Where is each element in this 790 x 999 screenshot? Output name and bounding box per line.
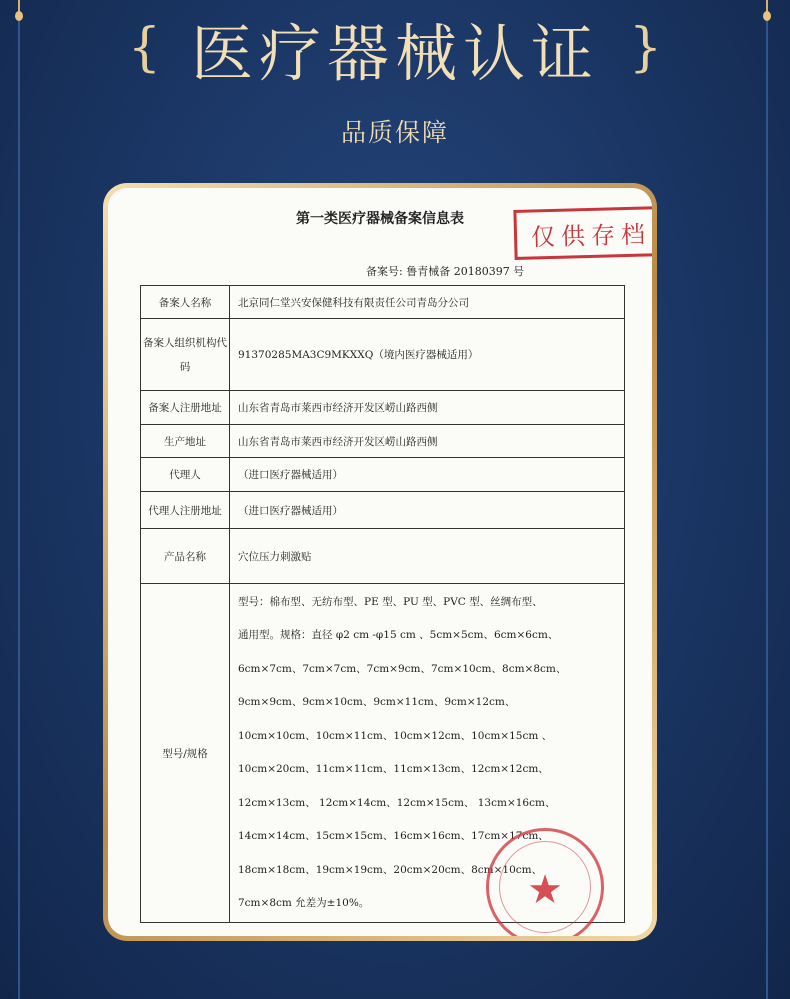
spec-line: 10cm×10cm、10cm×11cm、10cm×12cm、10cm×15cm 、 (238, 729, 553, 742)
row-label: 生产地址 (141, 425, 230, 458)
spec-line: 通用型。规格：直径 φ2 cm -φ15 cm 、5cm×5cm、6cm×6cm、 (238, 629, 559, 641)
right-border-line (766, 0, 768, 999)
certificate-frame (103, 183, 657, 941)
spec-label: 型号/规格 (141, 584, 230, 923)
row-label: 产品名称 (141, 529, 230, 584)
record-number: 备案号: 鲁青械备 20180397 号 (366, 265, 525, 278)
row-label: 代理人注册地址 (141, 492, 230, 529)
table-row (141, 286, 625, 319)
spec-line: 14cm×14cm、15cm×15cm、16cm×16cm、17cm×17cm、 (238, 830, 549, 842)
archive-stamp: 仅供存档 (513, 206, 652, 260)
info-table (140, 285, 625, 923)
row-label: 代理人 (141, 458, 230, 492)
spec-line: 6cm×7cm、7cm×7cm、7cm×9cm、7cm×10cm、8cm×8cm、 (238, 662, 567, 675)
brace-right: } (629, 18, 663, 78)
left-border-line (18, 0, 20, 999)
spec-line: 12cm×13cm、 12cm×14cm、12cm×15cm、 13cm×16cm、 (238, 796, 556, 809)
row-value: 山东省青岛市莱西市经济开发区崂山路西侧 (230, 391, 625, 425)
spec-line: 7cm×8cm 允差为±10%。 (238, 897, 370, 909)
row-value: 山东省青岛市莱西市经济开发区崂山路西侧 (230, 425, 625, 458)
page-subtitle: 品质保障 (340, 118, 449, 147)
company-seal (486, 828, 604, 936)
brace-left: { (127, 18, 161, 78)
table-row (141, 492, 625, 529)
certificate-document (108, 188, 652, 936)
row-value: 穴位压力刺激贴 (230, 529, 625, 584)
document-title: 第一类医疗器械备案信息表 (296, 211, 464, 227)
row-value: 91370285MA3C9MKXXQ（境内医疗器械适用） (230, 319, 625, 391)
row-value: （进口医疗器械适用） (230, 492, 625, 529)
spec-line: 10cm×20cm、11cm×11cm、11cm×13cm、12cm×12cm、 (238, 763, 549, 775)
page-title: 医疗器械认证 (190, 16, 599, 90)
row-label: 备案人注册地址 (141, 391, 230, 425)
table-row (141, 458, 625, 492)
seal-star-icon: ★ (527, 867, 563, 913)
spec-line: 9cm×9cm、9cm×10cm、9cm×11cm、9cm×12cm、 (238, 696, 516, 708)
table-row (141, 529, 625, 584)
table-row (141, 391, 625, 425)
page-header (0, 8, 790, 88)
table-row (141, 425, 625, 458)
table-row (141, 319, 625, 391)
spec-line: 型号：棉布型、无纺布型、PE 型、PU 型、PVC 型、丝绸布型、 (238, 595, 543, 608)
row-label: 备案人名称 (141, 286, 230, 319)
row-value: 北京同仁堂兴安保健科技有限责任公司青岛分公司 (230, 286, 625, 319)
row-label: 备案人组织机构代码 (141, 319, 230, 391)
row-value: （进口医疗器械适用） (230, 458, 625, 492)
spec-line: 18cm×18cm、19cm×19cm、20cm×20cm、8cm×10cm、 (238, 863, 543, 876)
